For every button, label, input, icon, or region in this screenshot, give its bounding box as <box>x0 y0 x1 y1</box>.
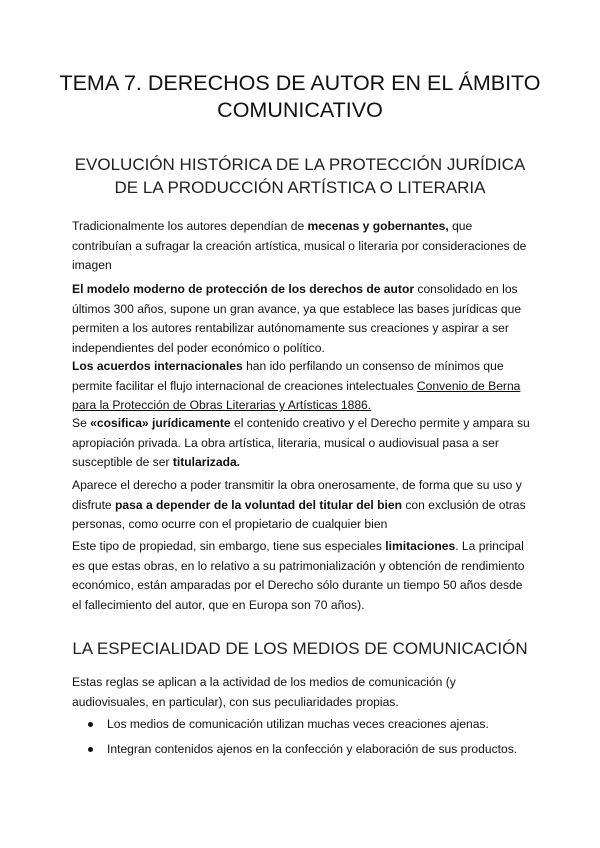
paragraph-limitaciones <box>72 537 534 615</box>
bold-run: pasa a depender de la voluntad del titular del bien <box>115 497 402 512</box>
convenio-berna-link[interactable]: Convenio de Berna para la Protección de Obras Literarias y Artísticas 1886. <box>72 378 521 412</box>
section-heading-medios: LA ESPECIALIDAD DE LOS MEDIOS DE COMUNICACIÓN <box>72 639 528 658</box>
bold-run: El modelo moderno de protección de los derechos de autor <box>72 282 415 296</box>
paragraph-acuerdos <box>72 357 534 416</box>
text-run: Tradicionalmente los autores dependían de <box>72 219 308 233</box>
bold-run: «cosifica» jurídicamente <box>90 416 231 430</box>
bold-run: Los acuerdos internacionales <box>72 359 243 373</box>
title-line-2: COMUNICATIVO <box>217 98 383 122</box>
bold-run: mecenas y gobernantes, <box>307 219 449 233</box>
paragraph-modelo-moderno <box>72 280 534 358</box>
paragraph-cosifica <box>72 414 534 473</box>
bold-run: limitaciones <box>385 539 456 553</box>
section-heading-line-1: EVOLUCIÓN HISTÓRICA DE LA PROTECCIÓN JURÍDICA <box>74 155 526 174</box>
text-run: han ido perfilando un consenso de mínimos que permite facilitar el flujo internacional de creaciones intelectuales <box>72 359 504 393</box>
text-run: el contenido creativo y el Derecho permite y ampara su apropiación privada. La obra artística, literaria, musical o audiovisual pasa a ser susceptible de ser <box>72 416 530 469</box>
bullet-icon <box>88 722 93 727</box>
list-item-text: Los medios de comunicación utilizan muchas veces creaciones ajenas. <box>107 717 489 731</box>
text-run: consolidado en los últimos 300 años, supone un gran avance, ya que establece las bases jurídicas que permiten a los autores rentabilizar autónomamente sus creaciones y aspirar a ser independientes del poder económico o político. <box>72 282 522 355</box>
text-run: . La principal es que estas obras, en lo relativo a su patrimonialización y obtención de rendimiento económico, están amparadas por el Derecho sólo durante un tiempo 50 años desde el fallecimiento del autor, que en Europa son 70 años). <box>72 539 525 612</box>
document-title <box>40 70 560 124</box>
text-run: con exclusión de otras personas, como ocurre con el propietario de cualquier bien <box>72 497 526 531</box>
paragraph-reglas: Estas reglas se aplican a la actividad de los medios de comunicación (y audiovisuales, en particular), con sus peculiaridades propias. <box>72 675 456 709</box>
text-run: que contribuían a sufragar la creación artística, musical o literaria por consideraciones de imagen <box>72 219 527 272</box>
text-run: Se <box>72 416 91 430</box>
section-heading-evolucion <box>40 153 560 199</box>
section-heading-line-2: DE LA PRODUCCIÓN ARTÍSTICA O LITERARIA <box>114 178 486 197</box>
text-run: Aparece el derecho a poder transmitir la obra onerosamente, de forma que su uso y disfrute <box>72 478 522 512</box>
list-item-text: Integran contenidos ajenos en la confección y elaboración de sus productos. <box>107 742 518 756</box>
bold-run: titularizada. <box>172 455 241 469</box>
paragraph-mecenas <box>72 217 534 276</box>
title-line-1: TEMA 7. DERECHOS DE AUTOR EN EL ÁMBITO <box>59 71 541 95</box>
bullet-icon <box>88 747 93 752</box>
paragraph-transmitir <box>72 476 534 535</box>
text-run: Este tipo de propiedad, sin embargo, tiene sus especiales <box>72 539 386 553</box>
